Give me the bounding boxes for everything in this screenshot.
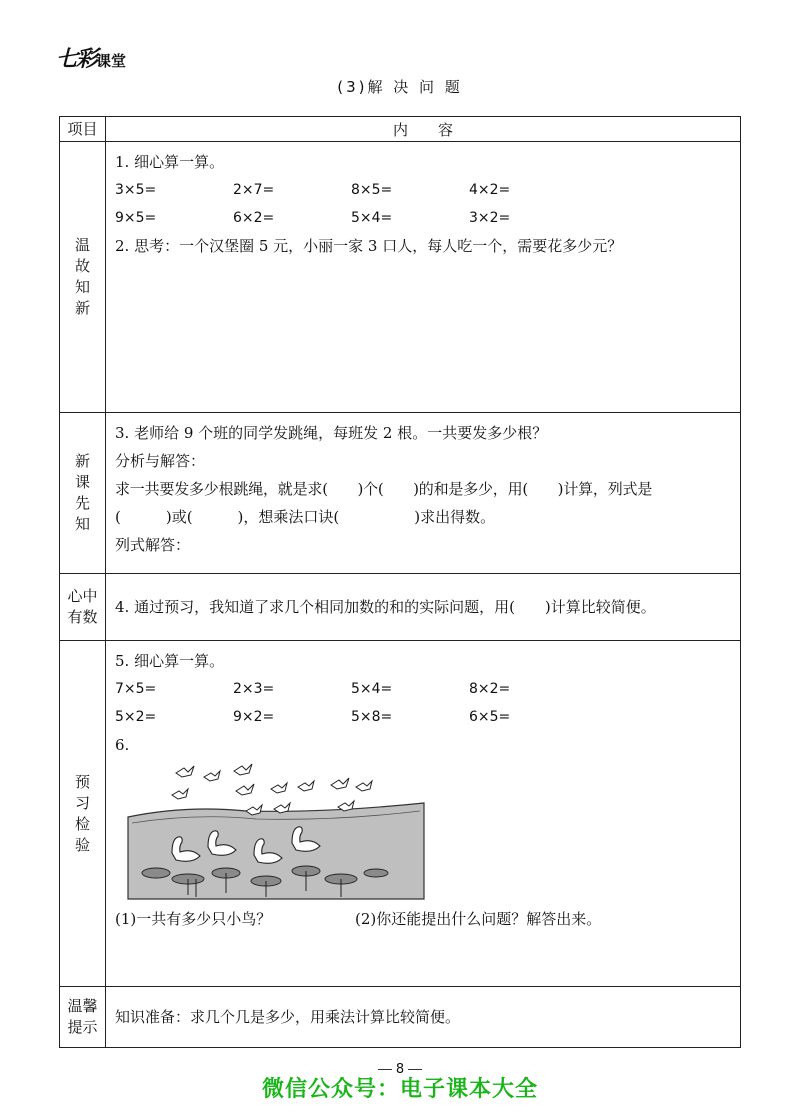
birds-geese-illustration: [126, 761, 426, 901]
header-content: 内 容: [106, 117, 741, 142]
worksheet-table: [59, 116, 741, 1048]
section-label-summary: 心中 有数: [60, 574, 106, 641]
answer-prompt: 列式解答：: [115, 536, 191, 554]
watermark: 微信公众号：电子课本大全: [261, 1077, 538, 1102]
calc-row: 7×5= 2×3= 5×4= 8×2=: [115, 681, 511, 697]
section-summary: [60, 574, 741, 641]
analysis-line-2: ( )或( )，想乘法口诀( )求出得数。: [115, 508, 496, 526]
question-2: 2. 思考：一个汉堡圈 5 元，小丽一家 3 口人，每人吃一个，需要花多少元？: [115, 237, 623, 255]
table-header-row: [60, 117, 741, 142]
sub-questions: [115, 905, 730, 933]
calc-row: 9×5= 6×2= 5×4= 3×2=: [115, 210, 511, 226]
analysis-line-1: 求一共要发多少根跳绳，就是求( )个( )的和是多少，用( )计算，列式是: [115, 480, 653, 498]
section-check: [60, 641, 741, 987]
logo-brush-text: 七彩: [56, 46, 97, 72]
section-review: [60, 142, 741, 413]
sub-question-1: (1)一共有多少只小鸟？: [115, 910, 272, 928]
section-content-new: [106, 413, 741, 574]
tips-text: 知识准备：求几个几是多少，用乘法计算比较简便。: [115, 1008, 461, 1026]
logo-text: 课堂: [96, 52, 127, 70]
section-content-check: [106, 641, 741, 987]
sub-question-2: (2)你还能提出什么问题？解答出来。: [355, 910, 602, 928]
section-tips: [60, 987, 741, 1048]
calc-row: 5×2= 9×2= 5×8= 6×5=: [115, 709, 511, 725]
brand-logo: [56, 42, 156, 72]
section-new: [60, 413, 741, 574]
question-4: 4. 通过预习，我知道了求几个相同加数的和的实际问题，用( )计算比较简便。: [115, 598, 656, 616]
section-label-new: 新 课 先 知: [60, 413, 106, 574]
question-3: 3. 老师给 9 个班的同学发跳绳，每班发 2 根。一共要发多少根？: [115, 424, 548, 442]
section-label-review: 温 故 知 新: [60, 142, 106, 413]
analysis-title: 分析与解答：: [115, 452, 206, 470]
question-5: 5. 细心算一算。: [115, 652, 225, 670]
section-label-tips: 温馨 提示: [60, 987, 106, 1048]
header-item: 项目: [60, 117, 106, 142]
page-number: 8: [0, 1062, 800, 1077]
section-label-check: 预 习 检 验: [60, 641, 106, 987]
calc-row: 3×5= 2×7= 8×5= 4×2=: [115, 182, 511, 198]
question-1: 1. 细心算一算。: [115, 153, 225, 171]
page-title: (3)解 决 问 题: [337, 78, 463, 96]
question-6: 6.: [115, 736, 130, 754]
section-content-tips: [106, 987, 741, 1048]
section-content-summary: [106, 574, 741, 641]
section-content-review: [106, 142, 741, 413]
